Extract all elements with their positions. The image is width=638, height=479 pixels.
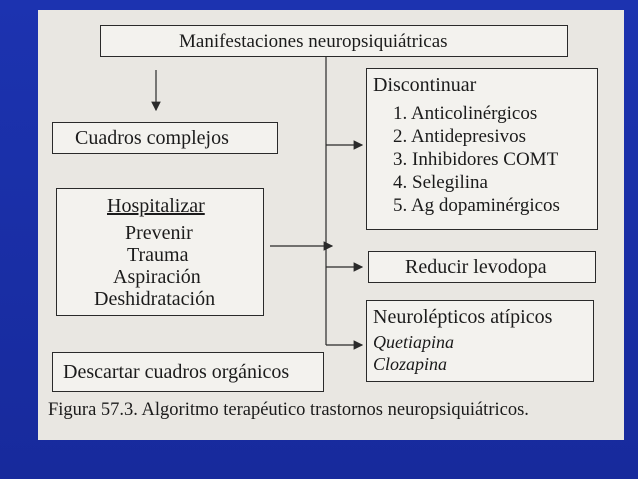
label-manifestaciones: Manifestaciones neuropsiquiátricas	[179, 31, 448, 52]
box-descartar	[52, 352, 324, 392]
box-discontinuar	[366, 68, 598, 230]
label-reducir: Reducir levodopa	[405, 256, 547, 278]
box-reducir	[368, 251, 596, 283]
hospitalizar-item-2: Trauma	[127, 244, 189, 266]
discontinuar-item-1: 1. Anticolinérgicos	[393, 103, 538, 124]
discontinuar-item-3: 3. Inhibidores COMT	[393, 149, 559, 170]
label-hospitalizar: Hospitalizar	[107, 195, 205, 217]
hospitalizar-item-3: Aspiración	[113, 266, 201, 288]
discontinuar-item-2: 2. Antidepresivos	[393, 126, 526, 147]
discontinuar-item-5: 5. Ag dopaminérgicos	[393, 195, 560, 216]
box-manifestaciones	[100, 25, 568, 57]
neurolepticos-item-2: Clozapina	[373, 354, 448, 374]
label-neurolepticos: Neurolépticos atípicos	[373, 306, 553, 328]
box-neurolepticos	[366, 300, 594, 382]
label-cuadros-complejos: Cuadros complejos	[75, 127, 229, 149]
figure-page	[38, 10, 624, 440]
hospitalizar-item-4: Deshidratación	[94, 288, 216, 310]
neurolepticos-item-1: Quetiapina	[373, 332, 454, 352]
box-cuadros-complejos	[52, 122, 278, 154]
label-discontinuar: Discontinuar	[373, 74, 477, 96]
figure-caption: Figura 57.3. Algoritmo terapéutico trastornos neuropsiquiátricos.	[48, 400, 529, 420]
hospitalizar-item-1: Prevenir	[125, 222, 193, 244]
box-hospitalizar	[56, 188, 264, 316]
discontinuar-item-4: 4. Selegilina	[393, 172, 488, 193]
label-descartar: Descartar cuadros orgánicos	[63, 361, 290, 383]
